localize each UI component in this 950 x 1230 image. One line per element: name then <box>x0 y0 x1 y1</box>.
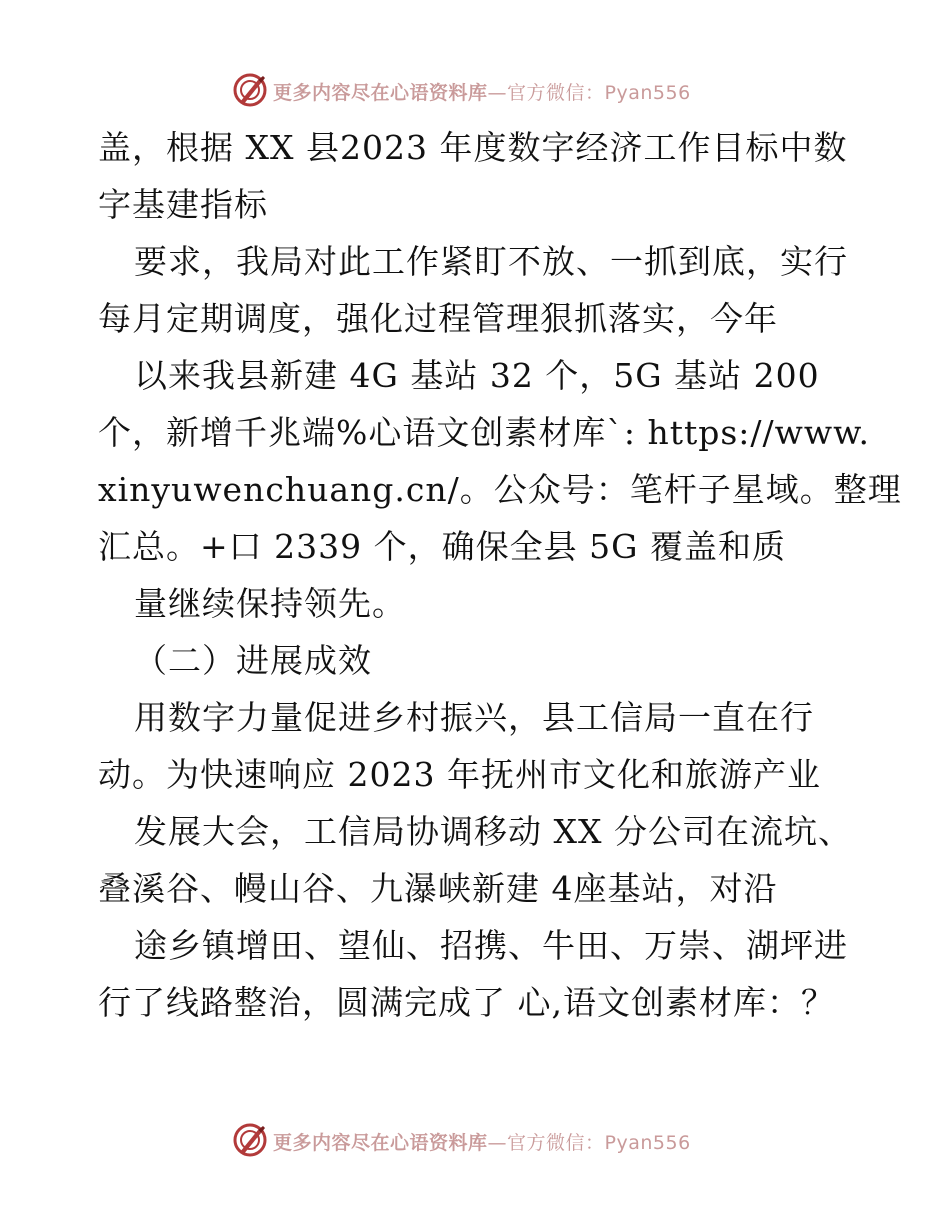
pen-logo-icon <box>232 72 268 108</box>
body-line: 量继续保持领先。 <box>134 584 406 623</box>
section-heading: （二）进展成效 <box>134 641 372 680</box>
body-line: 要求，我局对此工作紧盯不放、一抓到底，实行 <box>134 242 848 281</box>
watermark-site: 更多内容尽在心语资料库 <box>273 1132 488 1154</box>
body-line: 途乡镇增田、望仙、招携、牛田、万崇、湖坪进 <box>134 926 848 965</box>
body-line: 发展大会，工信局协调移动 XX 分公司在流坑、 <box>134 812 852 851</box>
header-watermark <box>0 70 950 110</box>
body-line: 个，新增千兆端%心语文创素材库`: https://www. <box>98 413 870 452</box>
watermark-wechat-label: 官方微信： <box>507 1132 605 1154</box>
body-line: 叠溪谷、幔山谷、九瀑峡新建 4座基站，对沿 <box>98 869 778 908</box>
watermark-text <box>273 1128 691 1155</box>
body-line: 字基建指标 <box>98 185 268 224</box>
watermark-dash: — <box>487 1132 508 1154</box>
watermark-wechat-id: Pyan556 <box>604 82 691 104</box>
body-line: 用数字力量促进乡村振兴，县工信局一直在行 <box>134 698 814 737</box>
watermark-wechat-label: 官方微信： <box>507 82 605 104</box>
body-line: 每月定期调度，强化过程管理狠抓落实，今年 <box>98 299 778 338</box>
body-line: 以来我县新建 4G 基站 32 个，5G 基站 200 <box>134 356 820 395</box>
body-line: 动。为快速响应 2023 年抚州市文化和旅游产业 <box>98 755 821 794</box>
watermark-dash: — <box>487 82 508 104</box>
footer-watermark <box>0 1120 950 1160</box>
body-line: xinyuwenchuang.cn/。公众号：笔杆子星域。整理 <box>98 470 902 509</box>
body-line: 行了线路整治，圆满完成了 心,语文创素材库：？ <box>98 983 835 1022</box>
pen-logo-icon <box>232 1122 268 1158</box>
body-line: 盖，根据 XX 县2023 年度数字经济工作目标中数 <box>98 128 848 167</box>
watermark-text <box>273 78 691 105</box>
watermark-wechat-id: Pyan556 <box>604 1132 691 1154</box>
body-line: 汇总。+口 2339 个，确保全县 5G 覆盖和质 <box>98 527 786 566</box>
watermark-site: 更多内容尽在心语资料库 <box>273 82 488 104</box>
